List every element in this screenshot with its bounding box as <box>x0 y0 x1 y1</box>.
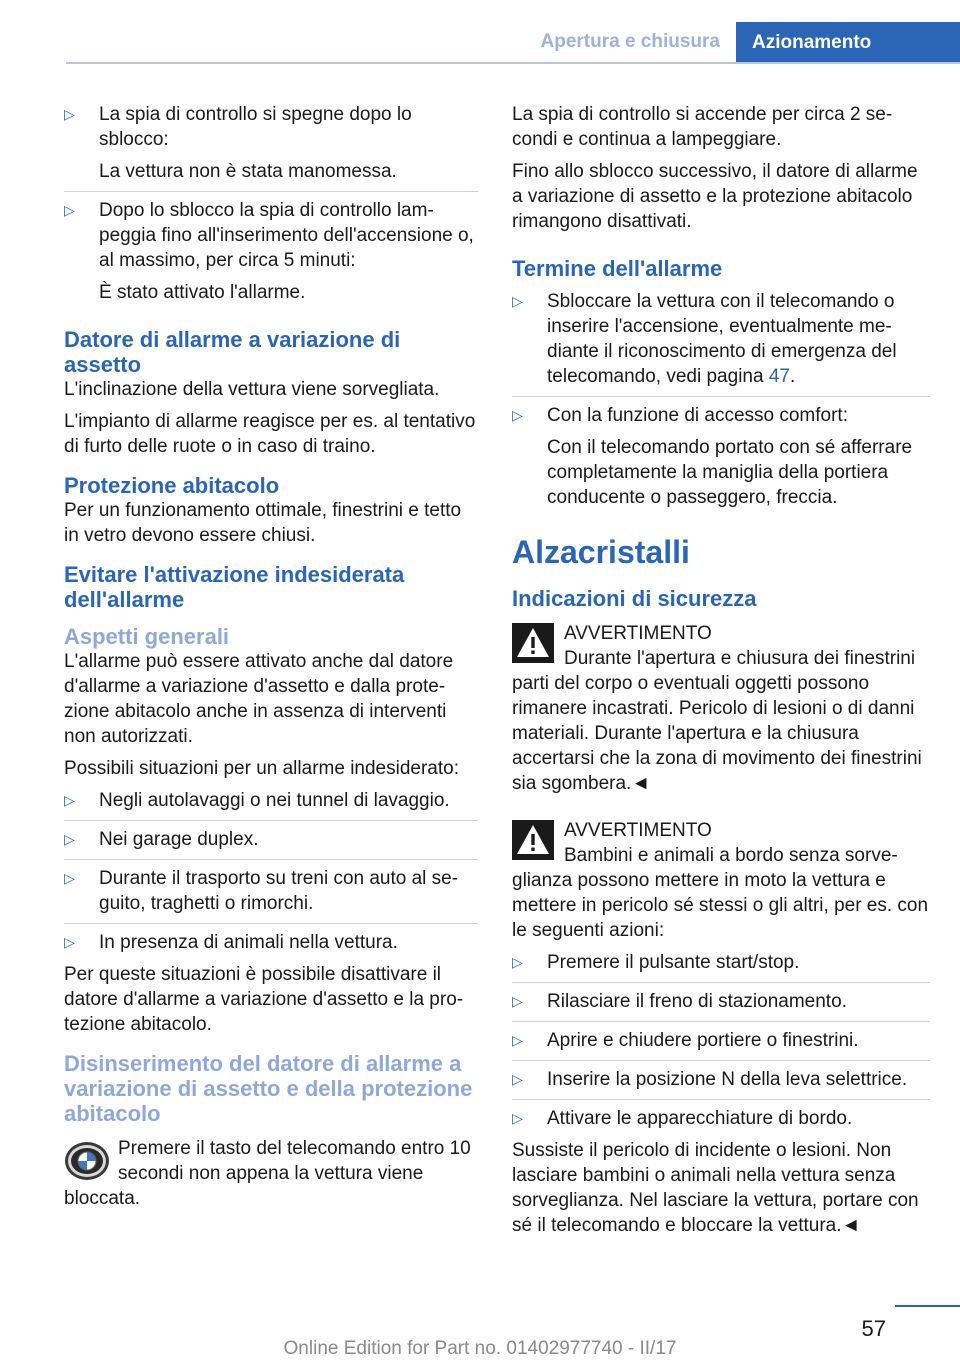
page-number: 57 <box>861 1316 886 1341</box>
footer-text: Online Edition for Part no. 01402977740 - II/17 <box>283 1338 677 1359</box>
list-item: ▷ Durante il trasporto su treni con auto al seguito, traghetti o rimorchi. <box>64 868 459 914</box>
paragraph: L'allarme può essere attivato anche dal datore d'allarme a variazione d'assetto e dalla protezione abitacolo anche in assenza di interventi non autorizzati. <box>64 651 454 747</box>
paragraph: L'inclinazione della vettura viene sorvegliata. <box>64 379 440 400</box>
page-header <box>66 22 960 64</box>
paragraph: La spia di controllo si accende per circa 2 secondi e continua a lampeggiare. <box>512 104 893 150</box>
list-item: ▷ In presenza di animali nella vettura. <box>64 932 398 953</box>
triangle-bullet-icon: ▷ <box>64 934 75 950</box>
paragraph: Per un funzionamento ottimale, finestrini e tetto in vetro devono essere chiusi. <box>64 500 462 546</box>
remote-key-icon <box>64 1140 110 1182</box>
warning-icon <box>512 623 554 663</box>
triangle-bullet-icon: ▷ <box>512 293 523 309</box>
chapter-tab: Azionamento <box>736 22 960 64</box>
list-divider <box>64 191 478 192</box>
page-number-rule <box>895 1305 960 1307</box>
list-item: ▷ La spia di controllo si spegne dopo lo sblocco: La vettura non è stata manomessa. <box>64 104 412 182</box>
list-item: ▷ Attivare le apparecchiature di bordo. <box>512 1108 853 1129</box>
warning-text: Bambini e animali a bordo senza sorveglianza possono mettere in moto la vettura e mettere in pericolo sé stessi o gli altri, per es. con le seguenti azioni: <box>512 845 929 941</box>
list-divider <box>512 396 930 397</box>
heading-assetto: Datore di allarme a variazione di assetto <box>64 327 401 377</box>
triangle-bullet-icon: ▷ <box>512 407 523 423</box>
list-item: ▷ Premere il pulsante start/stop. <box>512 952 800 973</box>
list-divider <box>64 923 478 924</box>
warning-text: Durante l'apertura e chiusura dei finestrini parti del corpo o eventuali oggetti possono rimanere incastrati. Pericolo di lesioni o di danni materiali. Durante l'apertura e la chiusura accertarsi che la zona di movimento dei finestrini sia sgombera.◄ <box>512 648 922 794</box>
warning-title: AVVERTIMENTO <box>564 623 712 644</box>
list-item: ▷ Aprire e chiudere portiere o finestrini. <box>512 1030 859 1051</box>
section-tab: Apertura e chiusura <box>540 31 720 52</box>
list-item: ▷ Con la funzione di accesso comfort: Con il telecomando portato con sé afferrare completamente la maniglia della portiera conducente o passeggero, freccia. <box>512 405 913 508</box>
heading-termine: Termine dell'allarme <box>512 256 723 281</box>
list-item: ▷ Rilasciare il freno di stazionamento. <box>512 991 847 1012</box>
header-divider <box>66 62 960 64</box>
heading-evitare: Evitare l'attivazione indesiderata dell'allarme <box>64 562 405 612</box>
left-column <box>64 102 478 1218</box>
list-item: ▷ Dopo lo sblocco la spia di controllo lampeggia fino all'inserimento dell'accensione o, al massimo, per circa 5 minuti: È stato attivato l'allarme. <box>64 200 474 303</box>
list-divider <box>512 982 930 983</box>
list-item: ▷ Negli autolavaggi o nei tunnel di lavaggio. <box>64 790 450 811</box>
heading-alzacristalli: Alzacristalli <box>512 534 690 570</box>
heading-protezione: Protezione abitacolo <box>64 473 280 498</box>
triangle-bullet-icon: ▷ <box>512 993 523 1009</box>
list-divider <box>512 1021 930 1022</box>
paragraph: Sussiste il pericolo di incidente o lesioni. Non lasciare bambini o animali nella vettura senza sorveglianza. Nel lasciare la vettura, portare con sé il telecomando e bloccare la vettura.◄ <box>512 1140 919 1236</box>
right-column <box>512 102 930 1245</box>
triangle-bullet-icon: ▷ <box>64 870 75 886</box>
paragraph: Per queste situazioni è possibile disattivare il datore d'allarme a variazione d'assetto e la protezione abitacolo. <box>64 964 464 1035</box>
heading-sicurezza: Indicazioni di sicurezza <box>512 586 757 611</box>
warning-box <box>512 621 930 796</box>
list-item: ▷ Sbloccare la vettura con il telecomando o inserire l'accensione, eventualmente mediante il riconoscimento di emergenza del telecomando, vedi pagina 47. <box>512 291 897 387</box>
warning-title: AVVERTIMENTO <box>564 820 712 841</box>
heading-aspetti: Aspetti generali <box>64 624 230 649</box>
triangle-bullet-icon: ▷ <box>64 106 75 122</box>
heading-disinserimento: Disinserimento del datore di allarme a variazione di assetto e della protezione abitacolo <box>64 1051 473 1126</box>
warning-icon <box>512 820 554 860</box>
paragraph: L'impianto di allarme reagisce per es. al tentativo di furto delle ruote o in caso di traino. <box>64 411 476 457</box>
remote-instruction: Premere il tasto del telecomando entro 10 secondi non appena la vettura viene bloccata. <box>64 1138 471 1209</box>
warning-box <box>512 818 930 943</box>
triangle-bullet-icon: ▷ <box>512 1032 523 1048</box>
triangle-bullet-icon: ▷ <box>512 1110 523 1126</box>
triangle-bullet-icon: ▷ <box>64 202 75 218</box>
triangle-bullet-icon: ▷ <box>64 792 75 808</box>
paragraph: Fino allo sblocco successivo, il datore di allarme a variazione di assetto e la protezione abitacolo rimangono disattivati. <box>512 161 918 232</box>
list-divider <box>64 820 478 821</box>
list-item: ▷ Inserire la posizione N della leva selettrice. <box>512 1069 908 1090</box>
triangle-bullet-icon: ▷ <box>512 1071 523 1087</box>
triangle-bullet-icon: ▷ <box>512 954 523 970</box>
page-link[interactable]: 47 <box>768 366 790 387</box>
paragraph: Possibili situazioni per un allarme indesiderato: <box>64 758 459 779</box>
list-divider <box>512 1060 930 1061</box>
triangle-bullet-icon: ▷ <box>64 831 75 847</box>
list-divider <box>512 1099 930 1100</box>
list-divider <box>64 859 478 860</box>
list-item: ▷ Nei garage duplex. <box>64 829 259 850</box>
